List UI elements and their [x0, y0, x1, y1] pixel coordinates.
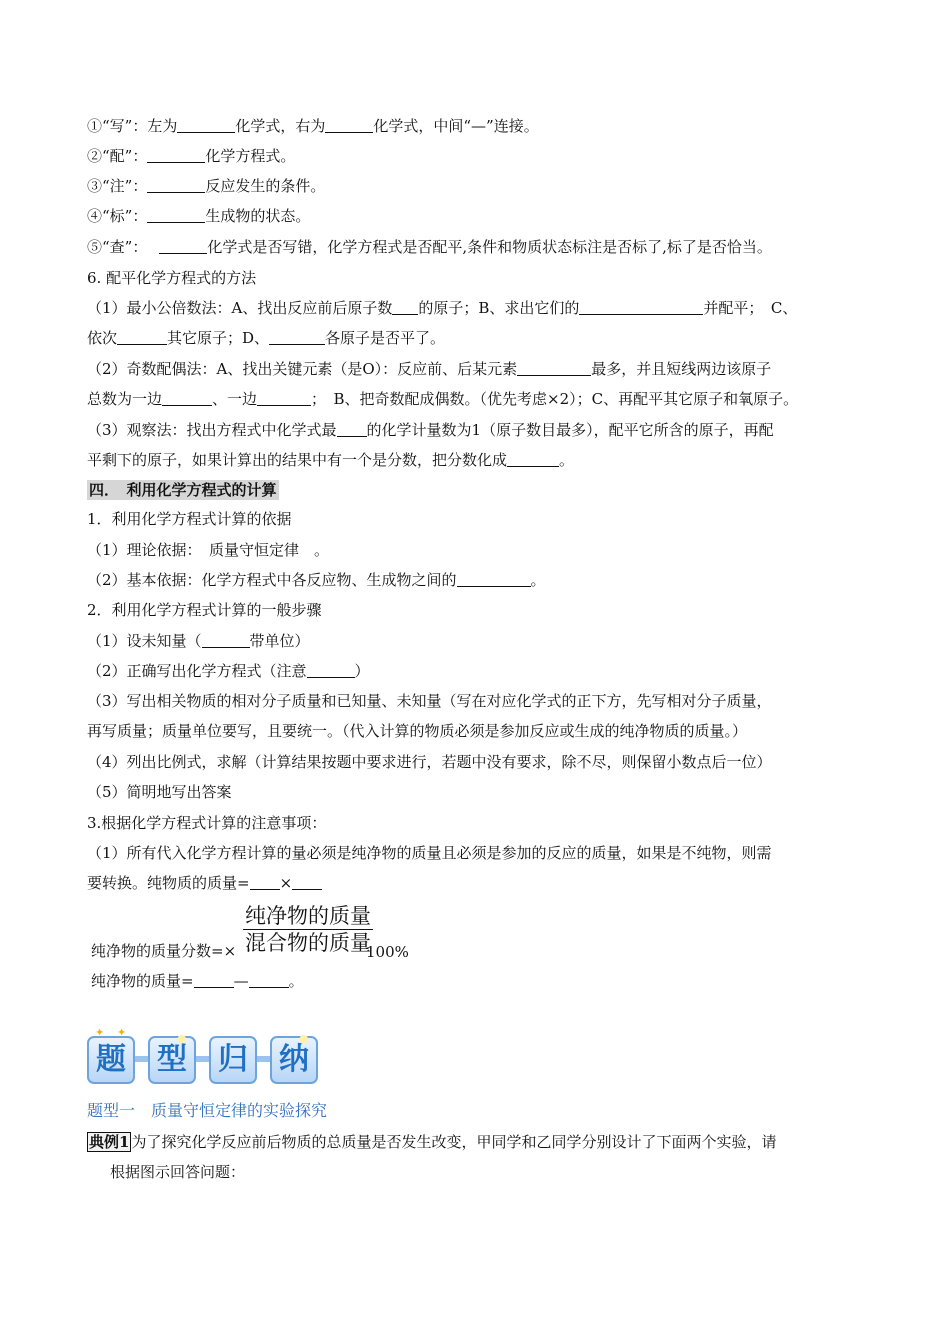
text: 的化学计量数为1（原子数目最多），配平它所含的原子，再配 — [366, 421, 774, 439]
text: 。 — [288, 972, 304, 990]
blank — [517, 361, 591, 376]
balance-method-3 — [87, 420, 774, 440]
step-note-text: 反应发生的条件。 — [205, 177, 326, 195]
banner-connector — [194, 1056, 210, 1062]
section-banner — [87, 1026, 327, 1086]
blank — [202, 633, 250, 648]
text: 、一边 — [212, 390, 258, 408]
banner-char: 纳 — [270, 1036, 318, 1084]
banner-connector — [255, 1056, 271, 1062]
balance-title: 6. 配平化学方程式的方法 — [87, 269, 257, 287]
calc-step-1 — [87, 631, 310, 651]
basis-basic — [87, 570, 546, 590]
balance-method-1-cont — [87, 328, 445, 348]
step-check-text: 化学式是否写错，化学方程式是否配平,条件和物质状态标注是否标了,标了是否恰当。 — [207, 238, 772, 256]
text: （1）设未知量（ — [87, 632, 202, 650]
blank — [117, 330, 167, 345]
text: 总数为一边 — [87, 390, 163, 408]
banner-char: 题 — [87, 1036, 135, 1084]
text: 最多，并且短线两边该原子 — [591, 360, 772, 378]
blank — [579, 300, 703, 315]
steps-title: 2．利用化学方程式计算的一般步骤 — [87, 601, 322, 619]
calc-step-3-cont: 再写质量；质量单位要写，且要统一。（代入计算的物质必须是参加反应或生成的纯净物质的质量。） — [87, 722, 748, 740]
notes-title: 3.根据化学方程式计算的注意事项： — [87, 814, 327, 832]
step-write-text: 化学式，中间“—”连接。 — [373, 117, 539, 135]
step-mark-text: ④“标”： — [87, 207, 148, 225]
text: （3）观察法：找出方程式中化学式最 — [87, 421, 337, 439]
blank — [457, 572, 531, 587]
sparkle-icon: ✦ — [117, 1026, 127, 1039]
balance-method-3-cont — [87, 450, 574, 470]
blank — [337, 422, 367, 437]
example-label: 典例1 — [89, 1133, 130, 1151]
blank — [177, 118, 235, 133]
text: 。 — [559, 451, 575, 469]
banner-char: 型 — [148, 1036, 196, 1084]
step-write-text: 化学式，右为 — [235, 117, 326, 135]
step-balance — [87, 146, 295, 166]
purity-label: 纯净物的质量分数=× — [91, 942, 237, 960]
fraction-denominator: 混合物的质量 — [245, 931, 371, 955]
calc-step-2 — [87, 661, 370, 681]
blank — [392, 300, 418, 315]
sparkle-icon: ✦ — [95, 1026, 105, 1039]
step-mark — [87, 206, 310, 226]
note-1-cont — [87, 873, 322, 893]
basis-theory: （1）理论依据： 质量守恒定律 。 — [87, 541, 330, 559]
text: （2）正确写出化学方程式（注意 — [87, 662, 307, 680]
text: 带单位） — [249, 632, 310, 650]
example-text: 为了探究化学反应前后物质的总质量是否发生改变，甲同学和乙同学分别设计了下面两个实验，请 — [131, 1133, 777, 1151]
text: 纯净物的质量= — [91, 972, 194, 990]
step-write — [87, 116, 539, 136]
blank — [162, 391, 212, 406]
balance-method-2-cont — [87, 389, 798, 409]
step-check — [87, 237, 772, 257]
step-write-text: ①“写”：左为 — [87, 117, 178, 135]
text: （2）奇数配偶法：A、找出关键元素（是O）：反应前、后某元素 — [87, 360, 518, 378]
text: 要转换。纯物质的质量= — [87, 874, 250, 892]
step-balance-text: 化学方程式。 — [205, 147, 296, 165]
example-1-cont: 根据图示回答问题： — [110, 1163, 246, 1181]
text: 其它原子；D、 — [167, 329, 270, 347]
text: — — [233, 972, 249, 990]
blank — [257, 391, 311, 406]
text: ） — [354, 662, 370, 680]
blank — [250, 875, 280, 890]
blank — [249, 973, 289, 988]
step-balance-text: ②“配”： — [87, 147, 148, 165]
section-heading: 四． 利用化学方程式的计算 — [89, 481, 277, 499]
text: ； B、把奇数配成偶数。（优先考虑×2）；C、再配平其它原子和氧原子。 — [311, 390, 799, 408]
sparkle-icon: ● — [177, 1032, 187, 1045]
calc-step-5: （5）简明地写出答案 — [87, 783, 232, 801]
purity-percent: 100% — [366, 943, 409, 961]
blank — [147, 208, 205, 223]
banner-connector — [133, 1056, 149, 1062]
note-1: （1）所有代入化学方程计算的量必须是纯净物的质量且必须是参加的反应的质量，如果是不纯物，则需 — [87, 844, 772, 862]
blank — [307, 663, 355, 678]
step-mark-text: 生成物的状态。 — [205, 207, 311, 225]
text: 的原子；B、求出它们的 — [418, 299, 580, 317]
blank — [292, 875, 322, 890]
question-type-title: 题型一 质量守恒定律的实验探究 — [87, 1101, 328, 1120]
blank — [269, 330, 325, 345]
step-note-text: ③“注”： — [87, 177, 148, 195]
blank — [507, 452, 559, 467]
calc-step-3: （3）写出相关物质的相对分子质量和已知量、未知量（写在对应化学式的正下方，先写相对分子质量， — [87, 692, 772, 710]
blank — [147, 148, 205, 163]
balance-method-1 — [87, 298, 797, 318]
calc-step-4: （4）列出比例式，求解（计算结果按题中要求进行，若题中没有要求，除不尽，则保留小数点后一位） — [87, 753, 772, 771]
text: × — [279, 874, 293, 892]
blank — [194, 973, 234, 988]
blank — [147, 178, 205, 193]
pure-mass-line — [91, 971, 304, 991]
blank — [325, 118, 373, 133]
basis-title: 1．利用化学方程式计算的依据 — [87, 510, 292, 528]
fraction-numerator: 纯净物的质量 — [245, 904, 371, 928]
step-note — [87, 176, 325, 196]
step-check-text: ⑤“查”： — [87, 238, 148, 256]
balance-method-2 — [87, 359, 771, 379]
text: 各原子是否平了。 — [325, 329, 446, 347]
text: （2）基本依据：化学方程式中各反应物、生成物之间的 — [87, 571, 457, 589]
blank — [159, 239, 207, 254]
purity-fraction — [243, 903, 373, 956]
text: 并配平； C、 — [703, 299, 798, 317]
text: 依次 — [87, 329, 118, 347]
text: 平剩下的原子，如果计算出的结果中有一个是分数，把分数化成 — [87, 451, 508, 469]
example-1 — [87, 1132, 776, 1152]
text: （1）最小公倍数法：A、找出反应前后原子数 — [87, 299, 393, 317]
banner-char: 归 — [209, 1036, 257, 1084]
text: 。 — [530, 571, 546, 589]
sparkle-icon: ● — [299, 1032, 309, 1045]
